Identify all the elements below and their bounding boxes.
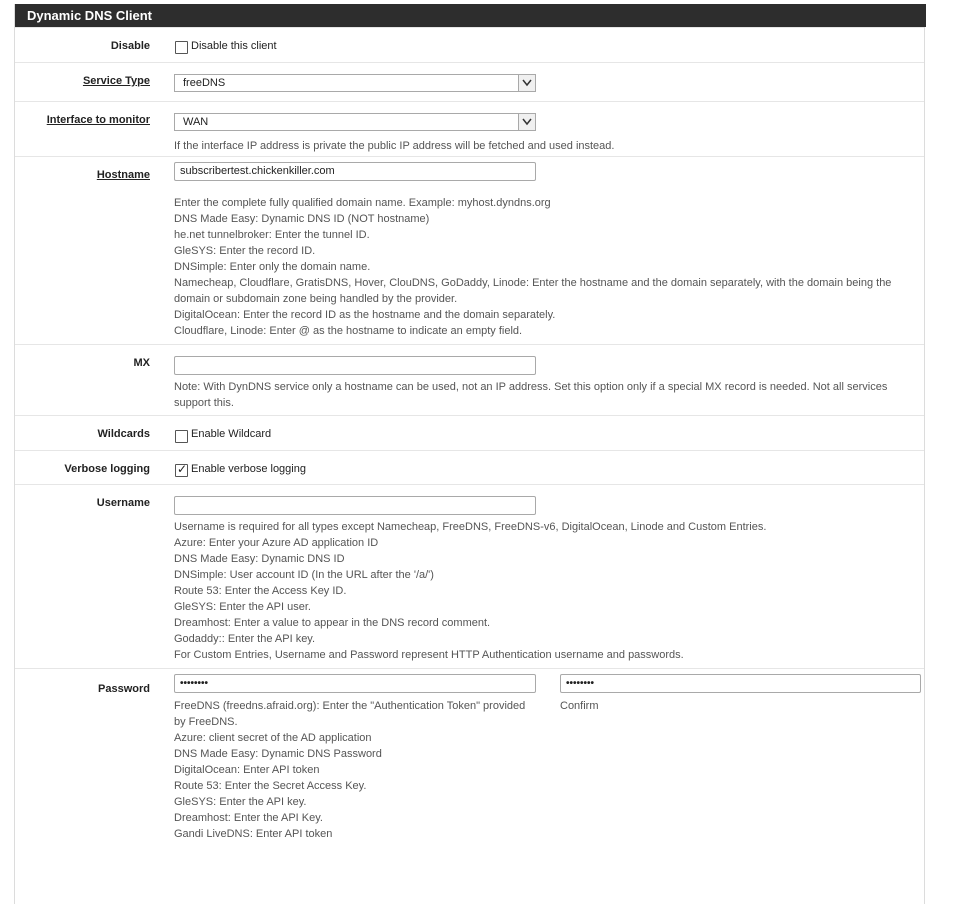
row-hostname xyxy=(15,156,924,344)
password-input[interactable]: •••••••• xyxy=(174,674,536,693)
help-line: Dreamhost: Enter the API Key. xyxy=(174,812,323,824)
help-line: Azure: Enter your Azure AD application ID xyxy=(174,537,379,549)
help-line: Azure: client secret of the AD application xyxy=(174,732,372,744)
hostname-label: Hostname xyxy=(96,169,150,181)
help-line: GleSYS: Enter the API key. xyxy=(174,796,307,808)
help-line: DigitalOcean: Enter API token xyxy=(174,764,320,776)
password-help xyxy=(174,698,536,842)
verbose-logging-checkbox[interactable] xyxy=(175,464,188,477)
hostname-input[interactable]: subscribertest.chickenkiller.com xyxy=(174,162,536,181)
wildcard-checkbox[interactable] xyxy=(175,430,188,443)
dynamic-dns-client-panel xyxy=(14,4,925,904)
interface-select[interactable] xyxy=(174,113,536,131)
help-line: For Custom Entries, Username and Password represent HTTP Authentication username and passwords. xyxy=(174,649,684,661)
username-label: Username xyxy=(96,497,150,509)
help-line: DNS Made Easy: Dynamic DNS ID xyxy=(174,553,345,565)
chevron-down-icon xyxy=(518,75,535,91)
help-line: Dreamhost: Enter a value to appear in the DNS record comment. xyxy=(174,617,491,629)
interface-label: Interface to monitor xyxy=(46,114,150,126)
help-line: he.net tunnelbroker: Enter the tunnel ID. xyxy=(174,229,370,241)
help-line: Note: With DynDNS service only a hostname can be used, not an IP address. Set this option only if a special MX record is needed. Not all services support this. xyxy=(174,381,888,409)
disable-checkbox-label[interactable]: Disable this client xyxy=(191,40,277,52)
help-line: DigitalOcean: Enter the record ID as the hostname and the domain separately. xyxy=(174,309,556,321)
service-type-select[interactable] xyxy=(174,74,536,92)
help-line: Username is required for all types except Namecheap, FreeDNS, FreeDNS-v6, DigitalOcean, Linode and Custom Entries. xyxy=(174,521,767,533)
verbose-logging-label: Verbose logging xyxy=(64,463,150,475)
verbose-logging-checkbox-label[interactable]: Enable verbose logging xyxy=(191,463,306,475)
mx-input[interactable] xyxy=(174,356,536,375)
panel-title: Dynamic DNS Client xyxy=(15,4,926,27)
help-line: DNS Made Easy: Dynamic DNS ID (NOT hostname) xyxy=(174,213,430,225)
help-line: Route 53: Enter the Access Key ID. xyxy=(174,585,347,597)
row-username xyxy=(15,484,924,668)
help-line: DNS Made Easy: Dynamic DNS Password xyxy=(174,748,382,760)
service-type-label: Service Type xyxy=(82,75,150,87)
help-line: DNSimple: Enter only the domain name. xyxy=(174,261,371,273)
wildcards-label: Wildcards xyxy=(97,428,150,440)
help-line: Enter the complete fully qualified domain name. Example: myhost.dyndns.org xyxy=(174,197,551,209)
row-password xyxy=(15,668,924,908)
chevron-down-icon xyxy=(518,114,535,130)
wildcard-checkbox-label[interactable]: Enable Wildcard xyxy=(191,428,272,440)
row-mx xyxy=(15,344,924,415)
password-confirm-input[interactable]: •••••••• xyxy=(560,674,921,693)
help-line: GleSYS: Enter the API user. xyxy=(174,601,311,613)
check-icon: ✓ xyxy=(177,462,188,476)
service-type-value: freeDNS xyxy=(183,77,226,89)
help-line: Namecheap, Cloudflare, GratisDNS, Hover, ClouDNS, GoDaddy, Linode: Enter the hostname and the domain separately, with the domain being the domain or subdomain zone being handled by the provider. xyxy=(174,277,892,305)
username-input[interactable] xyxy=(174,496,536,515)
help-line: Route 53: Enter the Secret Access Key. xyxy=(174,780,367,792)
interface-value: WAN xyxy=(183,116,209,128)
help-line: Cloudflare, Linode: Enter @ as the hostname to indicate an empty field. xyxy=(174,325,523,337)
password-label: Password xyxy=(98,683,150,695)
row-service-type xyxy=(15,62,924,101)
help-line: GleSYS: Enter the record ID. xyxy=(174,245,316,257)
help-line: Gandi LiveDNS: Enter API token xyxy=(174,828,333,840)
row-wildcards xyxy=(15,415,924,450)
row-disable xyxy=(15,27,924,62)
interface-help: If the interface IP address is private the public IP address will be fetched and used instead. xyxy=(174,140,615,152)
hostname-help xyxy=(174,195,904,339)
help-line: DNSimple: User account ID (In the URL after the '/a/') xyxy=(174,569,434,581)
row-interface xyxy=(15,101,924,156)
disable-checkbox[interactable] xyxy=(175,41,188,54)
mx-help xyxy=(174,379,904,411)
password-confirm-label: Confirm xyxy=(560,700,599,712)
disable-label: Disable xyxy=(110,40,150,52)
mx-label: MX xyxy=(133,357,150,369)
help-line: FreeDNS (freedns.afraid.org): Enter the "Authentication Token" provided by FreeDNS. xyxy=(174,700,526,728)
username-help xyxy=(174,519,766,663)
help-line: Godaddy:: Enter the API key. xyxy=(174,633,316,645)
row-verbose-logging xyxy=(15,450,924,484)
